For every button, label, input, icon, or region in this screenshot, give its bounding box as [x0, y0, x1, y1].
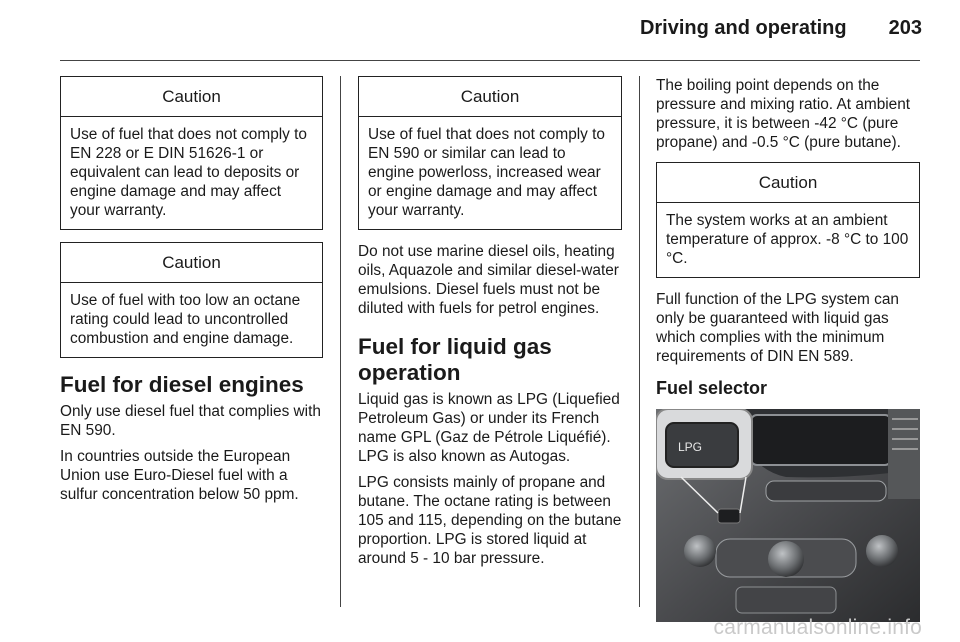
caution-title: Caution: [61, 243, 322, 283]
caution-box: [358, 76, 622, 230]
caution-text: Use of fuel that does not comply to EN 590 or similar can lead to engine powerloss, increased wear or engine damage and may affect your warranty.: [368, 126, 605, 219]
paragraph: Only use diesel fuel that complies with EN 590.: [60, 403, 321, 439]
column-divider: [639, 76, 640, 607]
page-number: 203: [888, 17, 922, 39]
paragraph: LPG consists mainly of propane and butane. The octane rating is between 105 and 115, depending on the butane proportion. LPG is stored liquid at around 5 - 10 bar pressure.: [358, 474, 622, 567]
paragraph: The boiling point depends on the pressure and mixing ratio. At ambient pressure, it is between -42 °C (pure propane) and -0.5 °C (pure butane).: [656, 77, 911, 151]
column-divider: [340, 76, 341, 607]
caution-text: Use of fuel that does not comply to EN 228 or E DIN 51626-1 or equivalent can lead to deposits or engine damage and may affect your warranty.: [70, 126, 307, 219]
section-title: Driving and operating: [639, 17, 847, 39]
header-rule: [60, 60, 920, 61]
caution-title: Caution: [61, 77, 322, 117]
paragraph: In countries outside the European Union use Euro-Diesel fuel with a sulfur concentration below 50 ppm.: [60, 448, 299, 503]
lpg-button-label: LPG: [678, 440, 703, 454]
section-heading: Fuel for diesel engines: [60, 372, 304, 397]
caution-box: [60, 242, 323, 358]
paragraph: Full function of the LPG system can only be guaranteed with liquid gas which complies with the minimum requirements of DIN EN 589.: [656, 291, 899, 365]
subheading: Fuel selector: [656, 378, 768, 398]
caution-box: [656, 162, 920, 278]
watermark: carmanualsonline.info: [713, 616, 922, 639]
caution-title: Caution: [359, 77, 621, 117]
section-heading: Fuel for liquid gas operation: [358, 334, 552, 385]
column-1: [60, 76, 323, 511]
caution-text: Use of fuel with too low an octane rating could lead to uncontrolled combustion and engine damage.: [70, 292, 301, 347]
column-2: [358, 76, 622, 575]
caution-text: The system works at an ambient temperature of approx. -8 °C to 100 °C.: [666, 212, 909, 267]
page-header: [640, 17, 922, 40]
fuel-selector-photo: [656, 409, 920, 622]
caution-title: Caution: [657, 163, 919, 203]
column-3: [656, 76, 920, 622]
paragraph: Do not use marine diesel oils, heating oils, Aquazole and similar diesel-water emulsions. Diesel fuels must not be diluted with fuels for petrol engines.: [358, 243, 619, 317]
paragraph: Liquid gas is known as LPG (Liquefied Petroleum Gas) or under its French name GPL (Gaz de Pétrole Liquéfié). LPG is also known as Autogas.: [358, 391, 620, 465]
caution-box: [60, 76, 323, 230]
